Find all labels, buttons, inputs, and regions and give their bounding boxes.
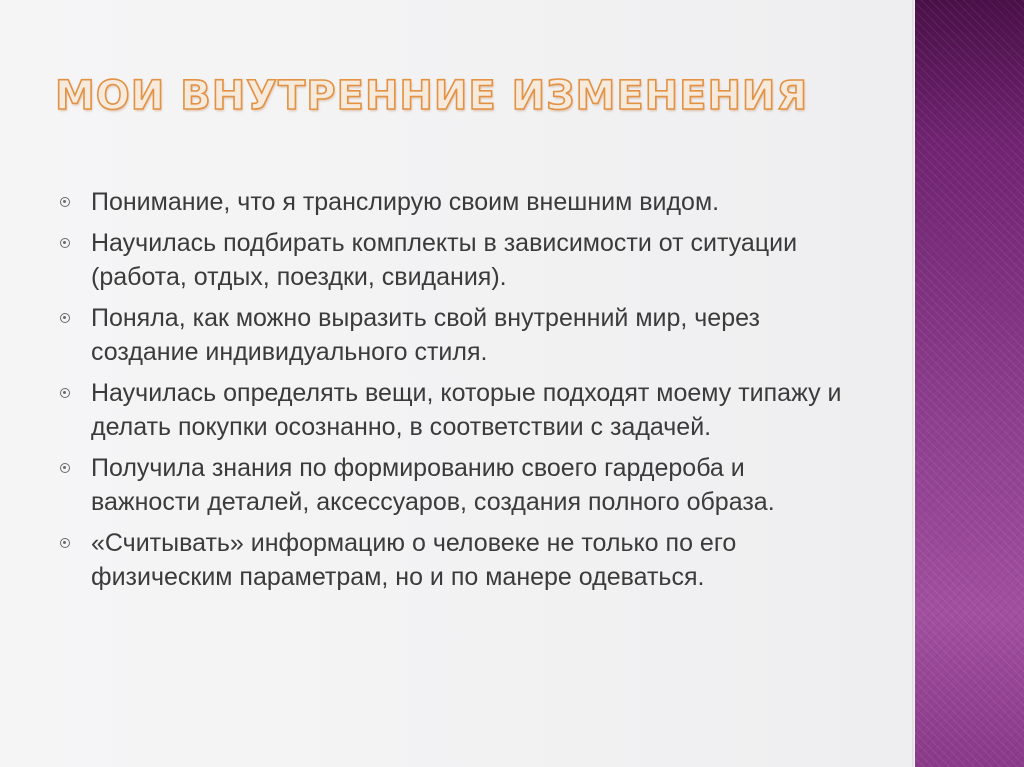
bullet-item	[58, 226, 858, 294]
circle-dot-icon	[60, 463, 70, 473]
bullet-item	[58, 185, 858, 219]
circle-dot-icon	[60, 538, 70, 548]
circle-dot-icon	[60, 238, 70, 248]
circle-dot-icon	[60, 313, 70, 323]
bullet-text: Научилась подбирать комплекты в зависимости от ситуации (работа, отдых, поездки, свидания).	[91, 229, 798, 291]
bullet-text: Понимание, что я транслирую своим внешним видом.	[91, 188, 720, 216]
circle-dot-icon	[60, 197, 70, 207]
circle-dot-icon	[60, 388, 70, 398]
bullet-text: «Считывать» информацию о человеке не только по его физическим параметрам, но и по манере одеваться.	[91, 529, 737, 591]
bullet-text: Получила знания по формированию своего гардероба и важности деталей, аксессуаров, создания полного образа.	[91, 454, 775, 516]
bullet-item	[58, 451, 858, 519]
bullet-item	[58, 301, 858, 369]
slide-title: МОИ ВНУТРЕННИЕ ИЗМЕНЕНИЯ	[55, 73, 809, 119]
bullet-list	[58, 185, 858, 601]
bullet-item	[58, 526, 858, 594]
bullet-text: Научилась определять вещи, которые подходят моему типажу и делать покупки осознанно, в соответствии с задачей.	[91, 379, 842, 441]
bullet-text: Поняла, как можно выразить свой внутренний мир, через создание индивидуального стиля.	[91, 304, 760, 366]
bullet-item	[58, 376, 858, 444]
decorative-side-band	[915, 0, 1024, 767]
